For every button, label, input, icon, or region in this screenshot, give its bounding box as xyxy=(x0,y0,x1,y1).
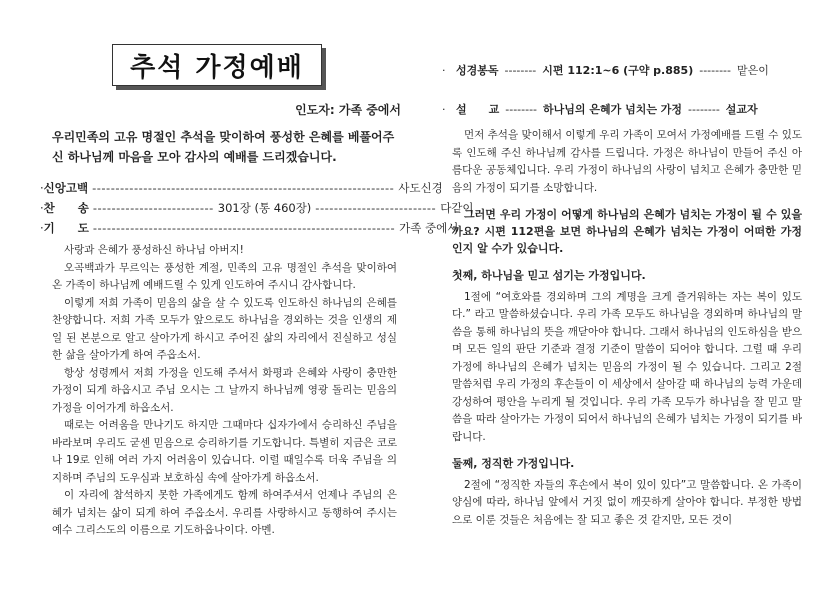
sermon-paragraph: 2절에 “정직한 자들의 후손에서 복이 있이 있다”고 말씀합니다. 온 가족이 양심에 따라, 하나님 앞에서 거짓 없이 깨끗하게 살아야 합니다. 부정한 방법으로 이룬 것들은 처음에는 잘 되고 좋은 것 같지만, 모든 것이 xyxy=(452,478,802,526)
order-label: 신앙고백 xyxy=(43,181,89,195)
sermon-title: 하나님의 은혜가 넘치는 가정 xyxy=(543,103,683,116)
bullet: · xyxy=(442,102,446,116)
sermon-paragraph: 먼저 추석을 맞이해서 이렇게 우리 가족이 모여서 가정예배를 드릴 수 있도록 인도해 주신 하나님께 감사를 드립니다. 가정은 하나님이 만들어 주신 아름다운 공동체입니다. 우리 가정이 하나님의 사랑이 넘치고 은혜가 충만한 믿음의 가정이 되기를 소망합니다. xyxy=(452,129,802,194)
intro-text: 우리민족의 고유 명절인 추석을 맞이하여 풍성한 은혜를 베풀어주신 하나님께 마음을 모아 감사의 예배를 드리겠습니다. xyxy=(52,130,395,164)
dash-leader: ----------------------------------------------------------------- xyxy=(92,181,395,195)
sermon-body xyxy=(452,127,802,538)
prayer-paragraph: 이렇게 저희 가족이 믿음의 삶을 살 수 있도록 인도하신 하나님의 은혜를 찬양합니다. 저희 가족 모두가 앞으로도 하나님을 경외하는 것을 인생의 제일 된 본분으로 알고 살아가게 하시고 주어진 삶의 자리에서 진실하고 성실한 삶을 살아가게 하여 주옵소서. xyxy=(52,296,397,361)
scripture-reading-line xyxy=(442,62,807,78)
prayer-text xyxy=(52,242,397,540)
prayer-paragraph: 사랑과 은혜가 풍성하신 하나님 아버지! xyxy=(64,244,244,256)
order-label: 기 도 xyxy=(43,221,89,235)
order-creed xyxy=(40,180,443,196)
sermon-line xyxy=(442,101,807,117)
sermon-by: 설교자 xyxy=(725,103,758,116)
prayer-paragraph: 항상 성령께서 저희 가정을 인도해 주셔서 화평과 은혜와 사랑이 충만한 가정이 되게 하옵시고 주님 오시는 그 날까지 하나님께 영광 돌리는 믿음의 가정을 이어가게 하옵소서. xyxy=(52,366,397,414)
order-value: 사도신경 xyxy=(398,181,443,195)
leader-line: 인도자: 가족 중에서 xyxy=(295,103,401,117)
sermon-subheading: 둘째, 정직한 가정입니다. xyxy=(452,457,575,470)
order-value: 301장 (통 460장) xyxy=(217,201,312,215)
dash-leader: -------- xyxy=(699,63,731,77)
page-title: 추석 가정예배 xyxy=(112,44,322,86)
prayer-paragraph: 이 자리에 참석하지 못한 가족에게도 함께 하여주셔서 언제나 주님의 은혜가 넘치는 삶이 되게 하여 주옵소서. 우리를 사랑하시고 동행하여 주시는 예수 그리스도의 이름으로 기도하옵나이다. 아멘. xyxy=(52,489,397,536)
dash-leader: ----------------------------------------------------------------- xyxy=(92,221,396,235)
prayer-paragraph: 오곡백과가 무르익는 풍성한 계절, 민족의 고유 명절인 추석을 맞이하여 온 가족이 하나님께 예배드릴 수 있게 인도하여 주시니 감사합니다. xyxy=(52,261,397,291)
bullet: · xyxy=(442,63,446,77)
dash-leader: -------- xyxy=(688,102,720,116)
bullet: · xyxy=(40,201,44,215)
order-value-2: 다같이 xyxy=(440,201,474,215)
sermon-paragraph: 1절에 “여호와를 경외하며 그의 계명을 크게 즐거워하는 자는 복이 있도다.” 라고 말씀하셨습니다. 우리 가족 모두도 하나님을 경외하며 하나님의 말씀을 통해 하나님의 뜻을 깨닫아야 합니다. 그래서 하나님의 인도하심을 받으며 모든 일의 판단 기준과 결정 기준이 말씀이 되어야 합니다. 그럴 때 우리 가정에 하나님의 은혜가 넘치는 믿음의 가정이 될 수 있습니다. 그리고 2절 말씀처럼 우리 가정의 후손들이 이 세상에서 살아갈 때 하나님의 능력 가운데 강성하여 평안을 누리게 될 것입니다. 우리 가족 모두가 하나님을 잘 믿고 말씀을 따라 살아가는 가정이 되어서 하나님의 은혜가 넘치는 가정이 되기를 바랍니다. xyxy=(452,290,802,443)
bullet: · xyxy=(40,181,44,195)
order-prayer xyxy=(40,220,459,236)
dash-leader: -------- xyxy=(505,102,538,116)
sermon-label: 설 교 xyxy=(456,103,500,116)
reading-label: 성경봉독 xyxy=(456,64,499,77)
bullet: · xyxy=(40,221,44,235)
order-hymn xyxy=(40,200,474,216)
sermon-subheading: 첫째, 하나님을 믿고 섬기는 가정입니다. xyxy=(452,269,646,282)
order-value: 가족 중에서 xyxy=(399,221,459,235)
sermon-question: 그러면 우리 가정이 어떻게 하나님의 은혜가 넘치는 가정이 될 수 있을까요? 시편 112편을 보면 하나님의 은혜가 넘치는 가정이 어떠한 가정인지 알 수가 있습니다. xyxy=(452,208,802,255)
dash-leader: -------------------------- xyxy=(315,201,437,215)
reading-by: 맡은이 xyxy=(737,64,769,77)
prayer-paragraph: 때로는 어려움을 만나기도 하지만 그때마다 십자가에서 승리하신 주님을 바라보며 우리도 굳센 믿음으로 승리하기를 기도합니다. 특별히 지금은 코로나 19로 인해 여러 가지 어려움이 있습니다. 이럴 때일수록 더욱 주님을 의지하며 주님의 도우심과 보호하심 속에 살아가게 하옵소서. xyxy=(52,419,397,484)
reading-passage: 시편 112:1~6 (구약 p.885) xyxy=(542,64,694,77)
dash-leader: -------------------------- xyxy=(92,201,214,215)
order-label: 찬 송 xyxy=(43,201,89,215)
dash-leader: -------- xyxy=(504,63,537,77)
